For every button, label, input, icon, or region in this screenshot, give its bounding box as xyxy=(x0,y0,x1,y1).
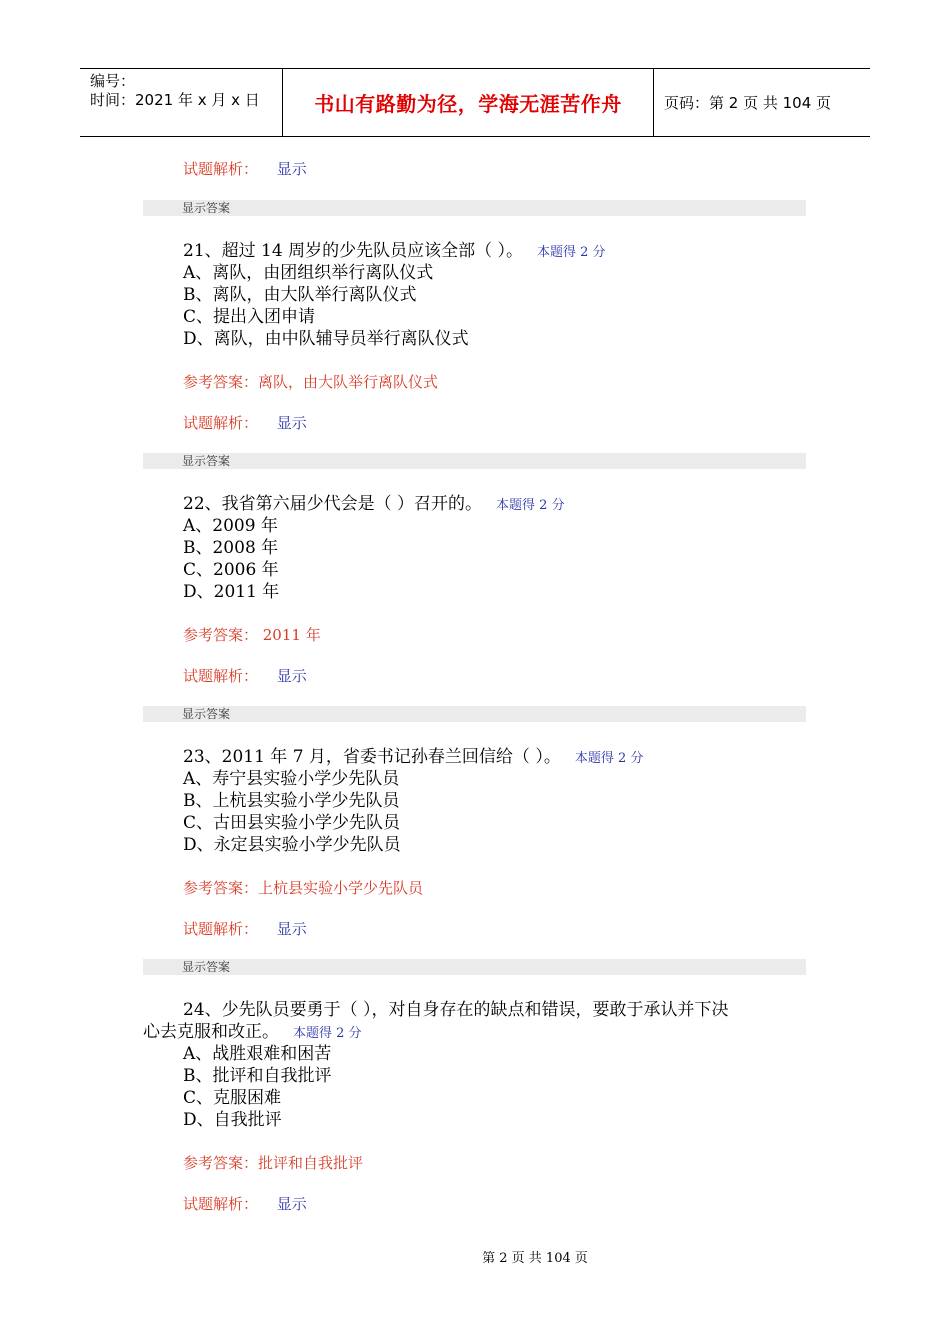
show-answer-bar[interactable]: 显示答案 xyxy=(143,200,806,216)
analysis-row xyxy=(183,918,307,939)
show-link[interactable]: 显示 xyxy=(276,160,307,178)
option-b: B、批评和自我批评 xyxy=(183,1066,332,1086)
option-a: A、离队，由团组织举行离队仪式 xyxy=(183,263,434,283)
question-24-line1: 24、少先队员要勇于（ ），对自身存在的缺点和错误，要敢于承认并下决 xyxy=(183,1000,729,1020)
footer-page-number: 第 2 页 共 104 页 xyxy=(482,1251,588,1266)
option-a: A、寿宁县实验小学少先队员 xyxy=(183,769,400,789)
analysis-label: 试题解析： xyxy=(183,414,259,432)
question-23 xyxy=(183,746,643,770)
time-label: 时间：2021 年 x 月 x 日 xyxy=(90,91,260,109)
question-text: 22、我省第六届少代会是（ ）召开的。 xyxy=(183,494,483,514)
question-24-line2 xyxy=(143,1021,362,1045)
option-c: C、克服困难 xyxy=(183,1088,282,1108)
option-a: A、2009 年 xyxy=(183,516,278,536)
question-21 xyxy=(183,240,606,264)
show-link[interactable]: 显示 xyxy=(276,1195,307,1213)
header-page-info: 页码：第 2 页 共 104 页 xyxy=(664,94,832,112)
question-22 xyxy=(183,493,565,517)
score-badge: 本题得 2 分 xyxy=(536,245,606,260)
show-answer-bar[interactable]: 显示答案 xyxy=(143,959,806,975)
motto: 书山有路勤为径，学海无涯苦作舟 xyxy=(314,92,622,116)
show-answer-bar[interactable]: 显示答案 xyxy=(143,453,806,469)
show-link[interactable]: 显示 xyxy=(276,414,307,432)
option-d: D、2011 年 xyxy=(183,582,280,602)
score-badge: 本题得 2 分 xyxy=(293,1026,362,1041)
show-answer-bar[interactable]: 显示答案 xyxy=(143,706,806,722)
code-label: 编号： xyxy=(90,72,136,90)
option-c: C、提出入团申请 xyxy=(183,307,316,327)
analysis-row xyxy=(183,158,307,179)
analysis-label: 试题解析： xyxy=(183,920,259,938)
option-c: C、2006 年 xyxy=(183,560,279,580)
option-d: D、自我批评 xyxy=(183,1110,282,1130)
score-badge: 本题得 2 分 xyxy=(496,498,565,513)
option-b: B、上杭县实验小学少先队员 xyxy=(183,791,400,811)
question-text: 21、超过 14 周岁的少先队员应该全部（ ）。 xyxy=(183,241,523,261)
analysis-label: 试题解析： xyxy=(183,1195,259,1213)
reference-answer: 参考答案：上杭县实验小学少先队员 xyxy=(183,879,424,897)
analysis-row xyxy=(183,412,307,433)
reference-answer: 参考答案： 2011 年 xyxy=(183,626,321,644)
option-b: B、离队，由大队举行离队仪式 xyxy=(183,285,417,305)
question-text: 23、2011 年 7 月，省委书记孙春兰回信给（ ）。 xyxy=(183,747,561,767)
page-footer xyxy=(0,1247,950,1266)
analysis-label: 试题解析： xyxy=(183,667,259,685)
show-link[interactable]: 显示 xyxy=(276,920,307,938)
analysis-label: 试题解析： xyxy=(183,160,259,178)
option-d: D、离队，由中队辅导员举行离队仪式 xyxy=(183,329,469,349)
option-d: D、永定县实验小学少先队员 xyxy=(183,835,401,855)
analysis-row xyxy=(183,1193,307,1214)
reference-answer: 参考答案：离队，由大队举行离队仪式 xyxy=(183,373,439,391)
analysis-row xyxy=(183,665,307,686)
option-b: B、2008 年 xyxy=(183,538,279,558)
option-a: A、战胜艰难和困苦 xyxy=(183,1044,332,1064)
show-link[interactable]: 显示 xyxy=(276,667,307,685)
reference-answer: 参考答案：批评和自我批评 xyxy=(183,1154,364,1172)
score-badge: 本题得 2 分 xyxy=(574,751,644,766)
option-c: C、古田县实验小学少先队员 xyxy=(183,813,401,833)
question-text: 心去克服和改正。 xyxy=(143,1022,279,1042)
